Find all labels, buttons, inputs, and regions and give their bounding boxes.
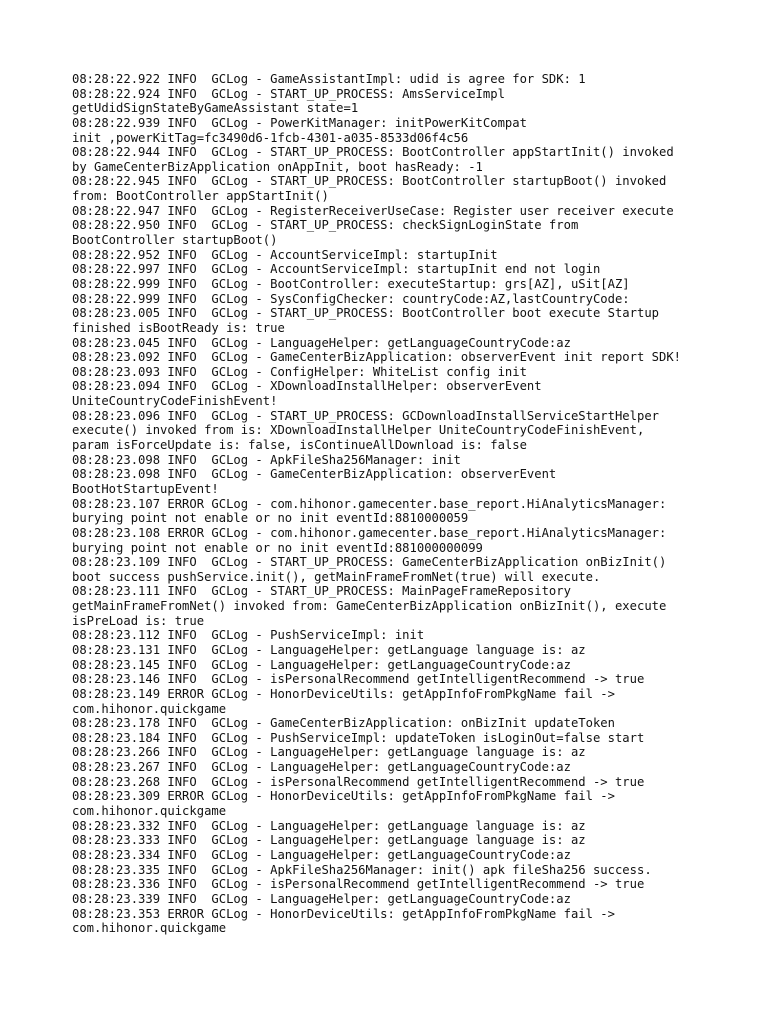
log-line: 08:28:22.945 INFO GCLog - START_UP_PROCESS: BootController startupBoot() invoked [72, 174, 667, 189]
log-line: 08:28:22.939 INFO GCLog - PowerKitManager: initPowerKitCompat [72, 115, 527, 130]
log-line: UniteCountryCodeFinishEvent! [72, 394, 278, 409]
log-line: 08:28:22.999 INFO GCLog - BootController: executeStartup: grs[AZ], uSit[AZ] [72, 276, 630, 291]
log-line: 08:28:23.336 INFO GCLog - isPersonalRecommend getIntelligentRecommend -> true [72, 877, 645, 892]
log-line: param isForceUpdate is: false, isContinueAllDownload is: false [72, 438, 527, 453]
log-line: 08:28:23.131 INFO GCLog - LanguageHelper: getLanguage language is: az [72, 642, 586, 657]
log-line: 08:28:23.109 INFO GCLog - START_UP_PROCESS: GameCenterBizApplication onBizInit() [72, 555, 667, 570]
log-line: com.hihonor.quickgame [72, 804, 227, 819]
log-line: 08:28:23.092 INFO GCLog - GameCenterBizApplication: observerEvent init report SDK! [72, 350, 682, 365]
log-line: 08:28:22.950 INFO GCLog - START_UP_PROCESS: checkSignLoginState from [72, 218, 579, 233]
log-line: 08:28:22.924 INFO GCLog - START_UP_PROCESS: AmsServiceImpl [72, 86, 505, 101]
log-line: 08:28:22.997 INFO GCLog - AccountServiceImpl: startupInit end not login [72, 262, 601, 277]
log-line: init ,powerKitTag=fc3490d6-1fcb-4301-a035-8533d06f4c56 [72, 130, 469, 145]
log-line: com.hihonor.quickgame [72, 701, 227, 716]
log-line: by GameCenterBizApplication onAppInit, boot hasReady: -1 [72, 159, 483, 174]
log-line: 08:28:23.045 INFO GCLog - LanguageHelper: getLanguageCountryCode:az [72, 335, 571, 350]
log-text-block [72, 72, 712, 936]
log-line: 08:28:23.112 INFO GCLog - PushServiceImpl: init [72, 628, 425, 643]
log-line: from: BootController appStartInit() [72, 189, 329, 204]
log-line: 08:28:23.309 ERROR GCLog - HonorDeviceUtils: getAppInfoFromPkgName fail -> [72, 789, 615, 804]
log-line: 08:28:22.922 INFO GCLog - GameAssistantImpl: udid is agree for SDK: 1 [72, 72, 586, 86]
log-line: BootHotStartupEvent! [72, 481, 219, 496]
log-line: 08:28:22.952 INFO GCLog - AccountServiceImpl: startupInit [72, 247, 498, 262]
log-line: 08:28:23.098 INFO GCLog - ApkFileSha256Manager: init [72, 452, 461, 467]
log-line: 08:28:22.944 INFO GCLog - START_UP_PROCESS: BootController appStartInit() invoked [72, 145, 674, 160]
log-line: 08:28:23.145 INFO GCLog - LanguageHelper: getLanguageCountryCode:az [72, 657, 571, 672]
log-line: 08:28:23.268 INFO GCLog - isPersonalRecommend getIntelligentRecommend -> true [72, 774, 645, 789]
log-line: execute() invoked from is: XDownloadInstallHelper UniteCountryCodeFinishEvent, [72, 423, 645, 438]
log-line: 08:28:23.108 ERROR GCLog - com.hihonor.gamecenter.base_report.HiAnalyticsManager: [72, 525, 667, 540]
log-line: 08:28:23.094 INFO GCLog - XDownloadInstallHelper: observerEvent [72, 379, 542, 394]
log-line: 08:28:23.332 INFO GCLog - LanguageHelper: getLanguage language is: az [72, 818, 586, 833]
log-line: getUdidSignStateByGameAssistant state=1 [72, 101, 359, 116]
log-line: 08:28:23.335 INFO GCLog - ApkFileSha256Manager: init() apk fileSha256 success. [72, 862, 652, 877]
log-line: 08:28:23.267 INFO GCLog - LanguageHelper: getLanguageCountryCode:az [72, 760, 571, 775]
log-line: 08:28:23.266 INFO GCLog - LanguageHelper: getLanguage language is: az [72, 745, 586, 760]
log-line: 08:28:22.947 INFO GCLog - RegisterReceiverUseCase: Register user receiver execute [72, 203, 674, 218]
log-line: isPreLoad is: true [72, 613, 205, 628]
log-line: 08:28:23.098 INFO GCLog - GameCenterBizApplication: observerEvent [72, 467, 557, 482]
log-line: getMainFrameFromNet() invoked from: GameCenterBizApplication onBizInit(), execute [72, 599, 667, 614]
log-line: 08:28:23.353 ERROR GCLog - HonorDeviceUtils: getAppInfoFromPkgName fail -> [72, 906, 615, 921]
log-line: 08:28:23.334 INFO GCLog - LanguageHelper: getLanguageCountryCode:az [72, 847, 571, 862]
log-line: 08:28:23.146 INFO GCLog - isPersonalRecommend getIntelligentRecommend -> true [72, 672, 645, 687]
log-line: finished isBootReady is: true [72, 320, 285, 335]
log-line: boot success pushService.init(), getMainFrameFromNet(true) will execute. [72, 569, 601, 584]
log-line: 08:28:23.093 INFO GCLog - ConfigHelper: WhiteList config init [72, 364, 527, 379]
log-line: com.hihonor.quickgame [72, 921, 227, 936]
log-line: burying point not enable or no init eventId:881000000099 [72, 540, 483, 555]
log-line: 08:28:23.184 INFO GCLog - PushServiceImpl: updateToken isLoginOut=false start [72, 730, 645, 745]
log-line: 08:28:23.111 INFO GCLog - START_UP_PROCESS: MainPageFrameRepository [72, 584, 571, 599]
log-line: 08:28:23.339 INFO GCLog - LanguageHelper: getLanguageCountryCode:az [72, 891, 571, 906]
log-line: burying point not enable or no init eventId:8810000059 [72, 511, 469, 526]
log-line: 08:28:22.999 INFO GCLog - SysConfigChecker: countryCode:AZ,lastCountryCode: [72, 291, 630, 306]
log-line: BootController startupBoot() [72, 233, 278, 248]
log-line: 08:28:23.107 ERROR GCLog - com.hihonor.gamecenter.base_report.HiAnalyticsManager: [72, 496, 667, 511]
log-line: 08:28:23.333 INFO GCLog - LanguageHelper: getLanguage language is: az [72, 833, 586, 848]
log-line: 08:28:23.178 INFO GCLog - GameCenterBizApplication: onBizInit updateToken [72, 716, 615, 731]
log-line: 08:28:23.096 INFO GCLog - START_UP_PROCESS: GCDownloadInstallServiceStartHelper [72, 408, 659, 423]
log-line: 08:28:23.149 ERROR GCLog - HonorDeviceUtils: getAppInfoFromPkgName fail -> [72, 686, 615, 701]
log-line: 08:28:23.005 INFO GCLog - START_UP_PROCESS: BootController boot execute Startup [72, 306, 659, 321]
